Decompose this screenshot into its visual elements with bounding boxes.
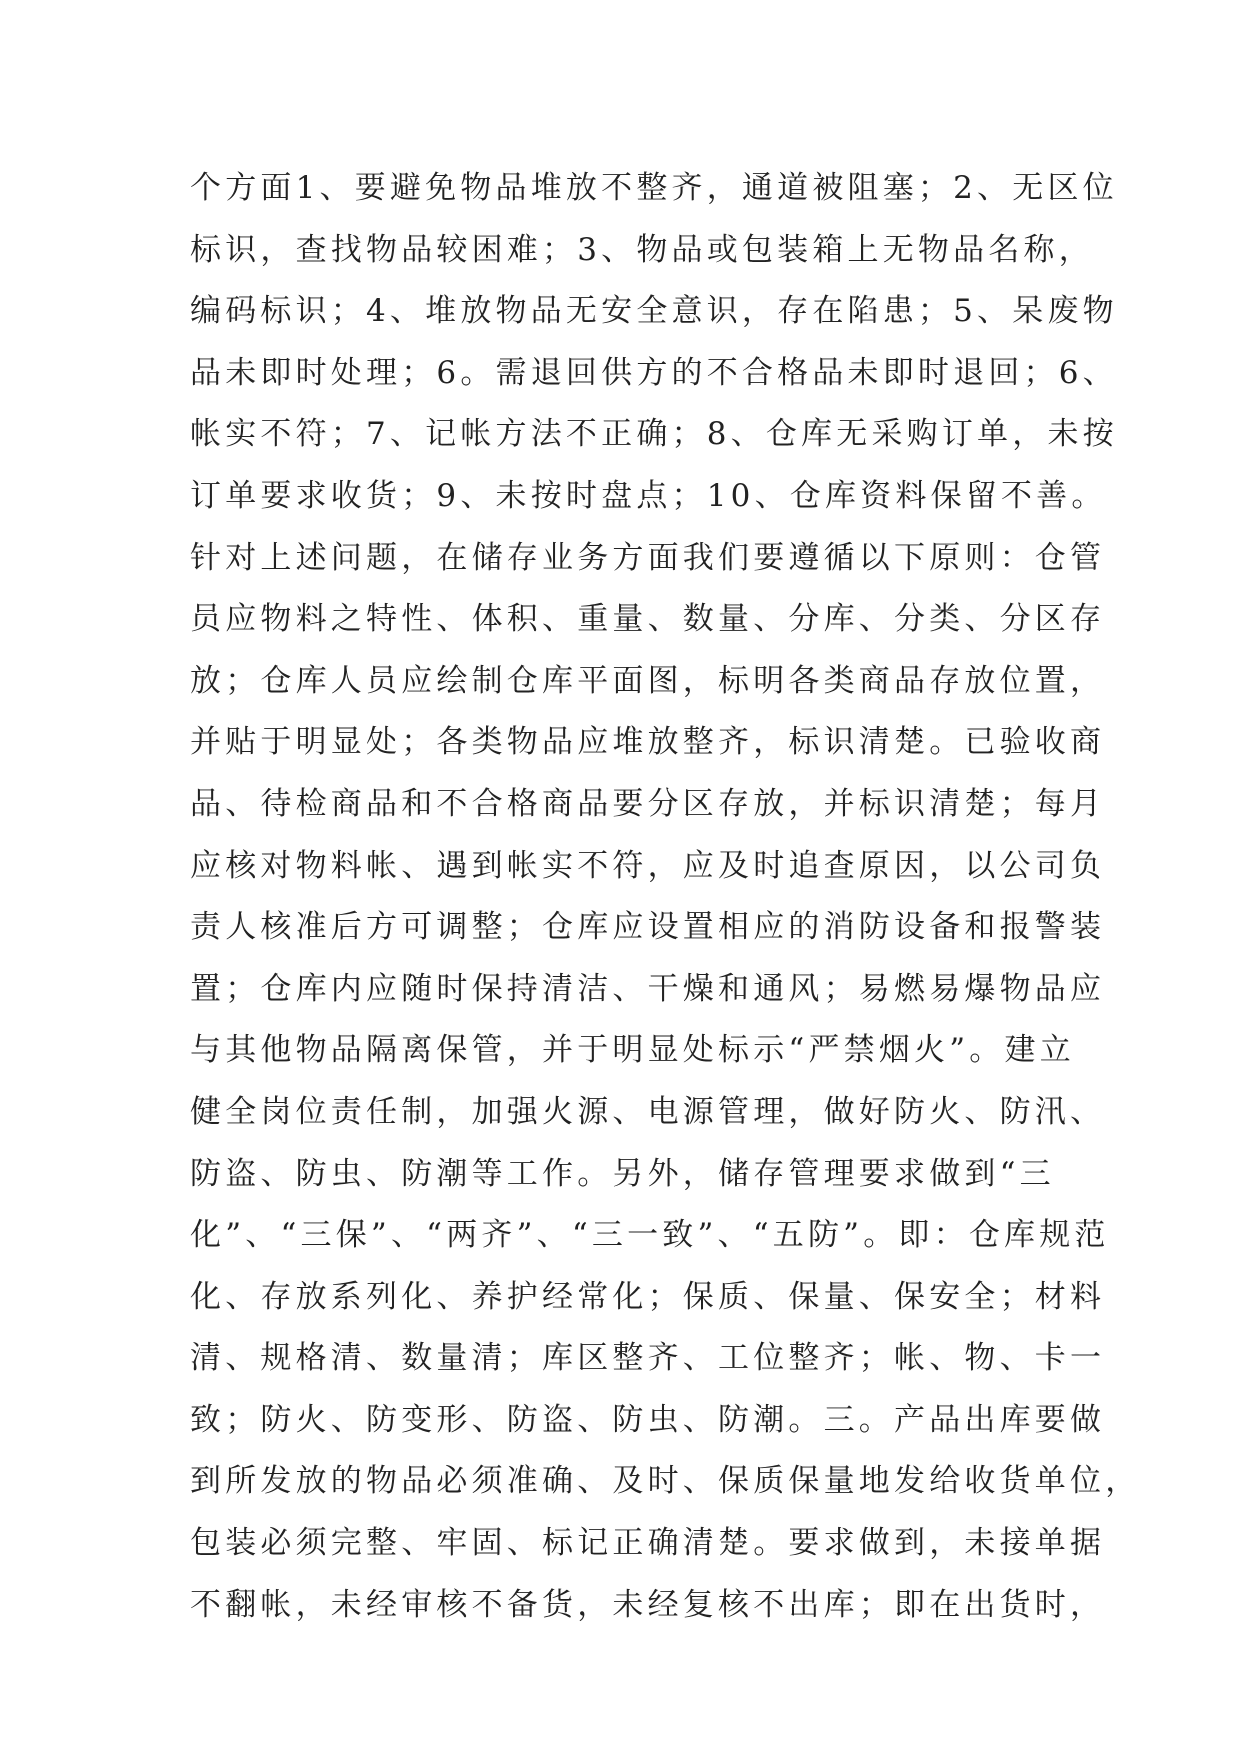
text-line: 化”、“三保”、“两齐”、“三一致”、“五防”。即：仓库规范 xyxy=(190,1217,1110,1254)
text-line: 健全岗位责任制，加强火源、电源管理，做好防火、防汛、 xyxy=(190,1093,1106,1130)
text-line: 化、存放系列化、养护经常化；保质、保量、保安全；材料 xyxy=(190,1278,1106,1315)
body-text xyxy=(190,158,1141,1636)
text-line: 包装必须完整、牢固、标记正确清楚。要求做到，未接单据 xyxy=(190,1525,1106,1562)
text-line: 致；防火、防变形、防盗、防虫、防潮。三。产品出库要做 xyxy=(190,1401,1106,1438)
text-line: 清、规格清、数量清；库区整齐、工位整齐；帐、物、卡一 xyxy=(190,1340,1106,1377)
text-line: 编码标识；4、堆放物品无安全意识，存在陷患；5、呆废物 xyxy=(190,293,1118,330)
text-line: 品、待检商品和不合格商品要分区存放，并标识清楚；每月 xyxy=(190,785,1106,822)
text-line: 订单要求收货；9、未按时盘点；10、仓库资料保留不善。 xyxy=(190,477,1107,514)
text-line: 放；仓库人员应绘制仓库平面图，标明各类商品存放位置， xyxy=(190,662,1106,699)
text-line: 到所发放的物品必须准确、及时、保质保量地发给收货单位， xyxy=(190,1463,1141,1500)
text-line: 个方面1、要避免物品堆放不整齐，通道被阻塞；2、无区位 xyxy=(190,170,1118,206)
text-line: 不翻帐，未经审核不备货，未经复核不出库；即在出货时， xyxy=(190,1586,1106,1623)
text-line: 防盗、防虫、防潮等工作。另外，储存管理要求做到“三 xyxy=(190,1155,1055,1192)
text-line: 针对上述问题，在储存业务方面我们要遵循以下原则：仓管 xyxy=(190,539,1106,576)
text-line: 置；仓库内应随时保持清洁、干燥和通风；易燃易爆物品应 xyxy=(190,970,1106,1007)
text-line: 并贴于明显处；各类物品应堆放整齐，标识清楚。已验收商 xyxy=(190,724,1106,761)
text-line: 应核对物料帐、遇到帐实不符，应及时追查原因，以公司负 xyxy=(190,847,1106,884)
text-line: 标识，查找物品较困难；3、物品或包装箱上无物品名称， xyxy=(190,231,1094,268)
text-line: 帐实不符；7、记帐方法不正确；8、仓库无采购订单，未按 xyxy=(190,416,1118,453)
text-line: 员应物料之特性、体积、重量、数量、分库、分类、分区存 xyxy=(190,601,1106,638)
text-line: 品未即时处理；6。需退回供方的不合格品未即时退回；6、 xyxy=(190,354,1118,391)
text-line: 与其他物品隔离保管，并于明显处标示“严禁烟火”。建立 xyxy=(190,1032,1075,1069)
text-line: 责人核准后方可调整；仓库应设置相应的消防设备和报警装 xyxy=(190,909,1106,946)
